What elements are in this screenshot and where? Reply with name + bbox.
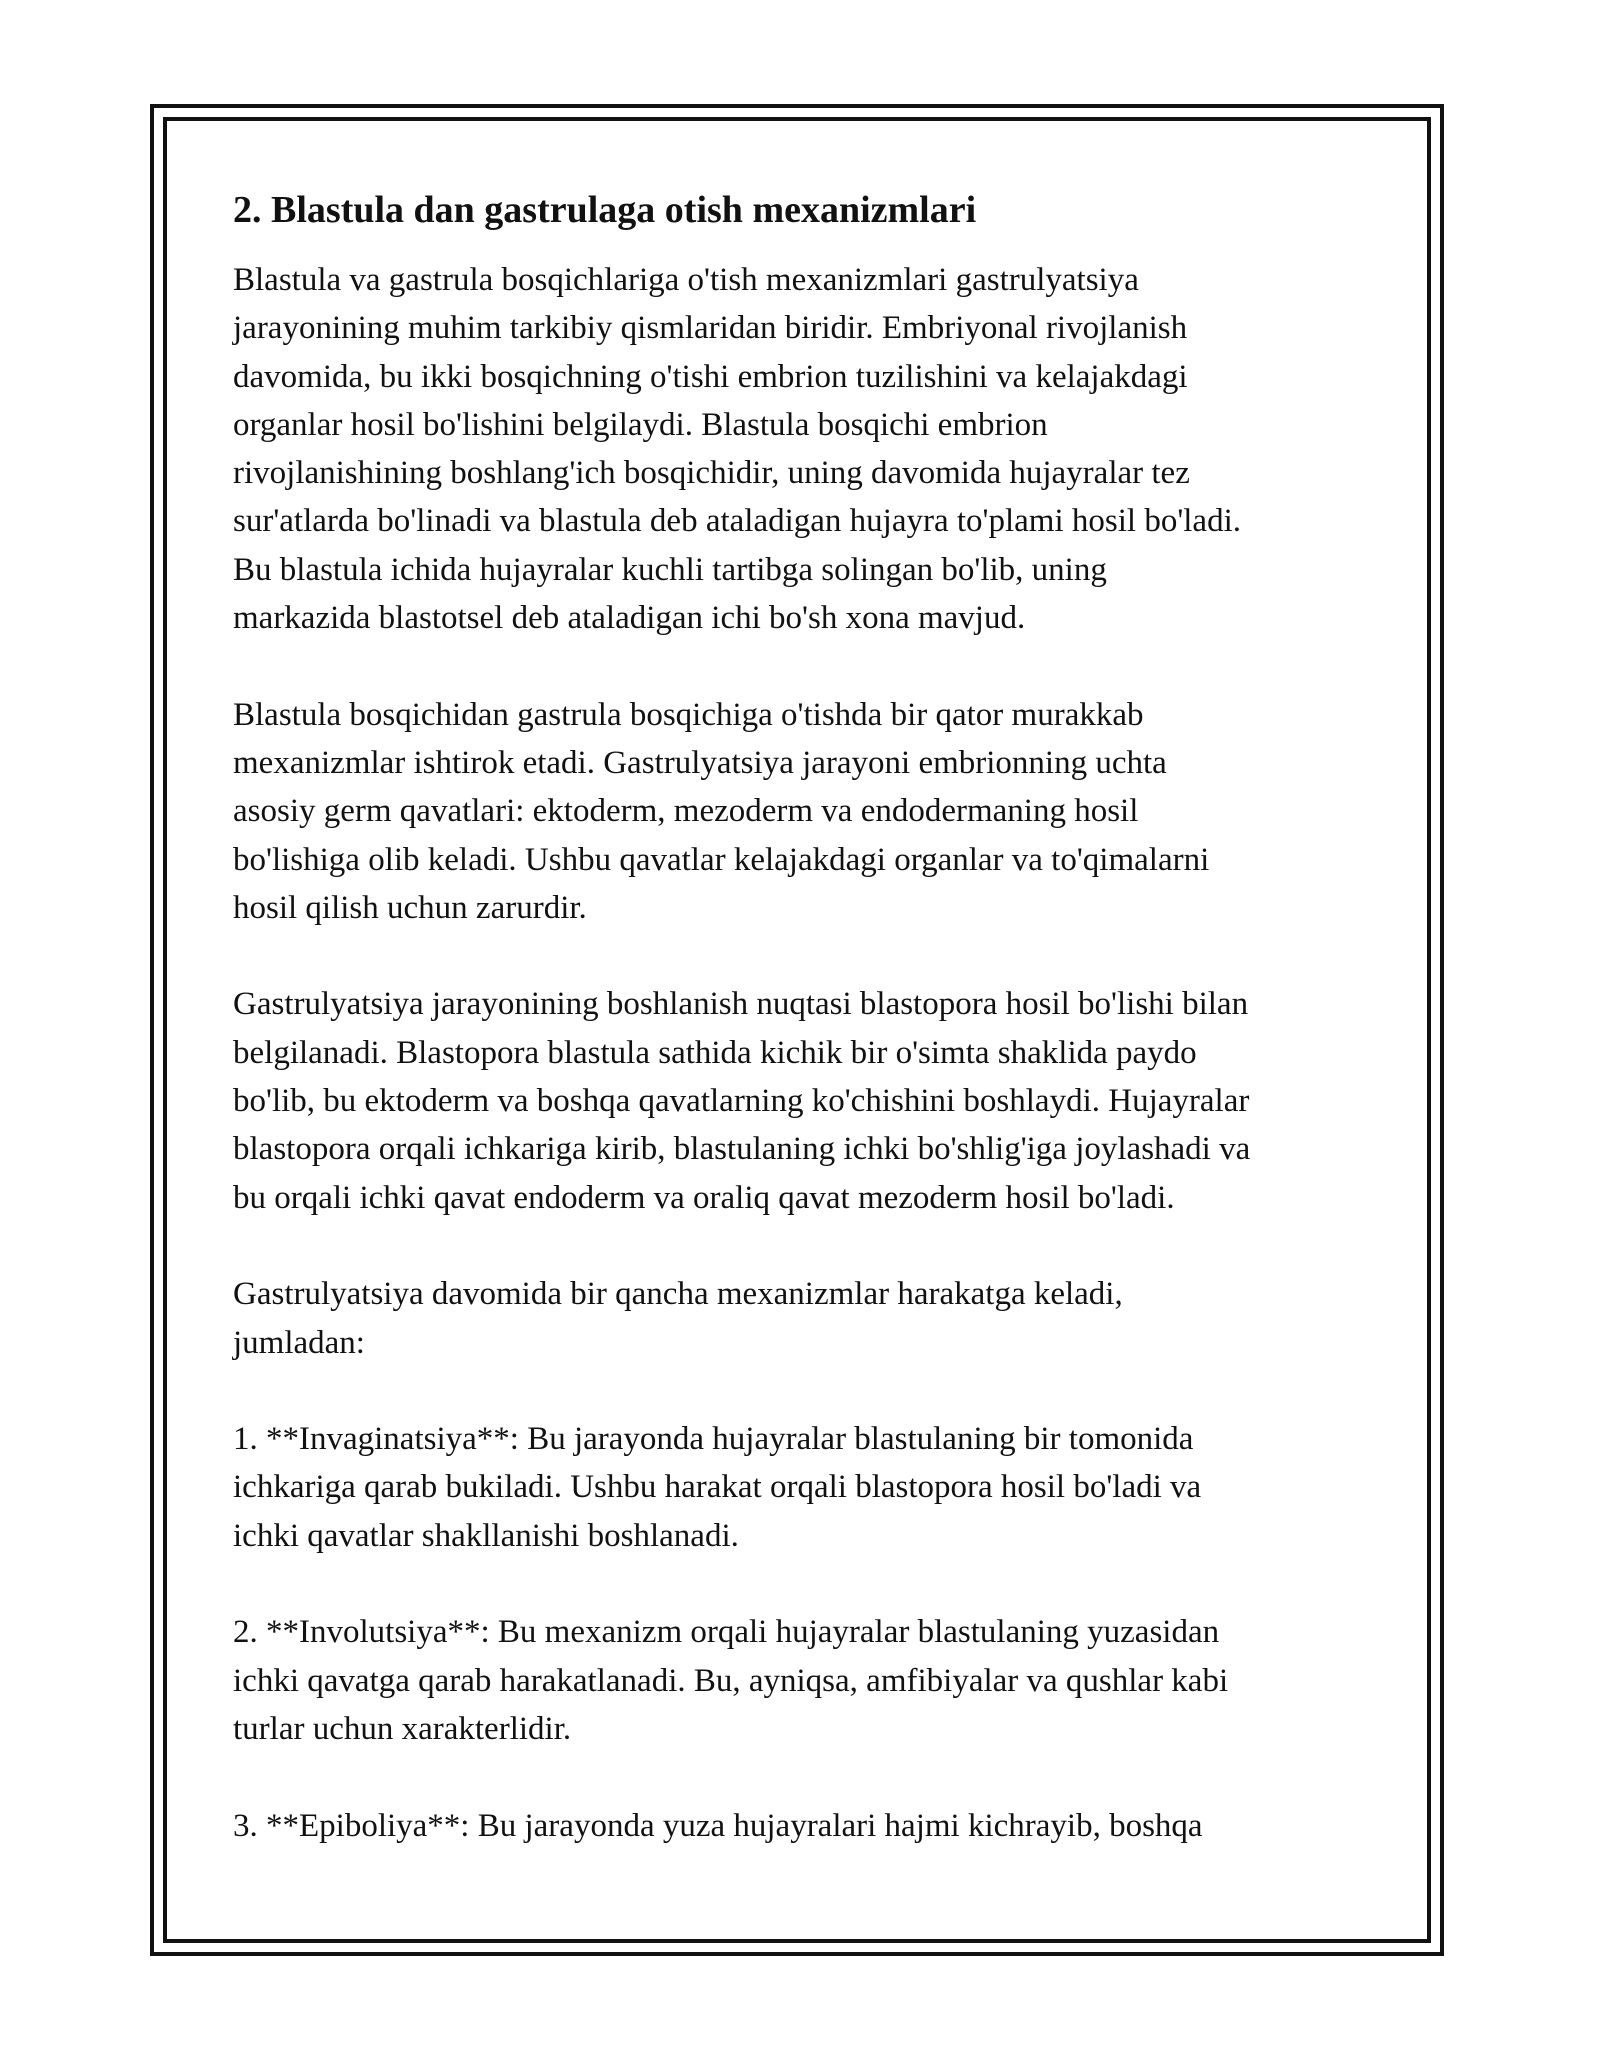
- section-heading: 2. Blastula dan gastrulaga otish mexanizmlari: [233, 189, 977, 231]
- paragraph-germ-layers: Blastula bosqichidan gastrula bosqichiga o'tishda bir qator murakkab mexanizmlar ishtirok etadi. Gastrulyatsiya jarayoni embrionning uchta asosiy germ qavatlari: ektoderm, mezoderm va endodermaning hosil bo'lishiga olib keladi. Ushbu qavatlar kelajakdagi organlar va to'qimalarni hosil qilish uchun zarurdir.: [233, 696, 1210, 926]
- paragraph-blastopore: Gastrulyatsiya jarayonining boshlanish nuqtasi blastopora hosil bo'lishi bilan belgilanadi. Blastopora blastula sathida kichik bir o'simta shaklida paydo bo'lib, bu ektoderm va boshqa qavatlarning ko'chishini boshlaydi. Hujayralar blastopora orqali ichkariga kirib, blastulaning ichki bo'shlig'iga joylashadi va bu orqali ichki qavat endoderm va oraliq qavat mezoderm hosil bo'ladi.: [233, 986, 1251, 1216]
- list-item-epiboly: 3. **Epiboliya**: Bu jarayonda yuza hujayralari hajmi kichrayib, boshqa: [233, 1807, 1203, 1844]
- list-item-invagination: 1. **Invaginatsiya**: Bu jarayonda hujayralar blastulaning bir tomonida ichkariga qarab bukiladi. Ushbu harakat orqali blastopora hosil bo'ladi va ichki qavatlar shakllanishi boshlanadi.: [233, 1421, 1202, 1554]
- list-item-involution: 2. **Involutsiya**: Bu mexanizm orqali hujayralar blastulaning yuzasidan ichki qavatga qarab harakatlanadi. Bu, ayniqsa, amfibiyalar va qushlar kabi turlar uchun xarakterlidir.: [233, 1614, 1229, 1747]
- paragraph-mechanisms-intro: Gastrulyatsiya davomida bir qancha mexanizmlar harakatga keladi, jumladan:: [233, 1276, 1123, 1361]
- document-body: [233, 186, 1383, 1898]
- paragraph-blastula-intro: Blastula va gastrula bosqichlariga o'tish mexanizmlari gastrulyatsiya jarayonining muhim tarkibiy qismlaridan biridir. Embriyonal rivojlanish davomida, bu ikki bosqichning o'tishi embrion tuzilishini va kelajakdagi organlar hosil bo'lishini belgilaydi. Blastula bosqichi embrion rivojlanishining boshlang'ich bosqichidir, uning davomida hujayralar tez sur'atlarda bo'linadi va blastula deb ataladigan hujayra to'plami hosil bo'ladi. Bu blastula ichida hujayralar kuchli tartibga solingan bo'lib, uning markazida blastotsel deb ataladigan ichi bo'sh xona mavjud.: [233, 262, 1241, 637]
